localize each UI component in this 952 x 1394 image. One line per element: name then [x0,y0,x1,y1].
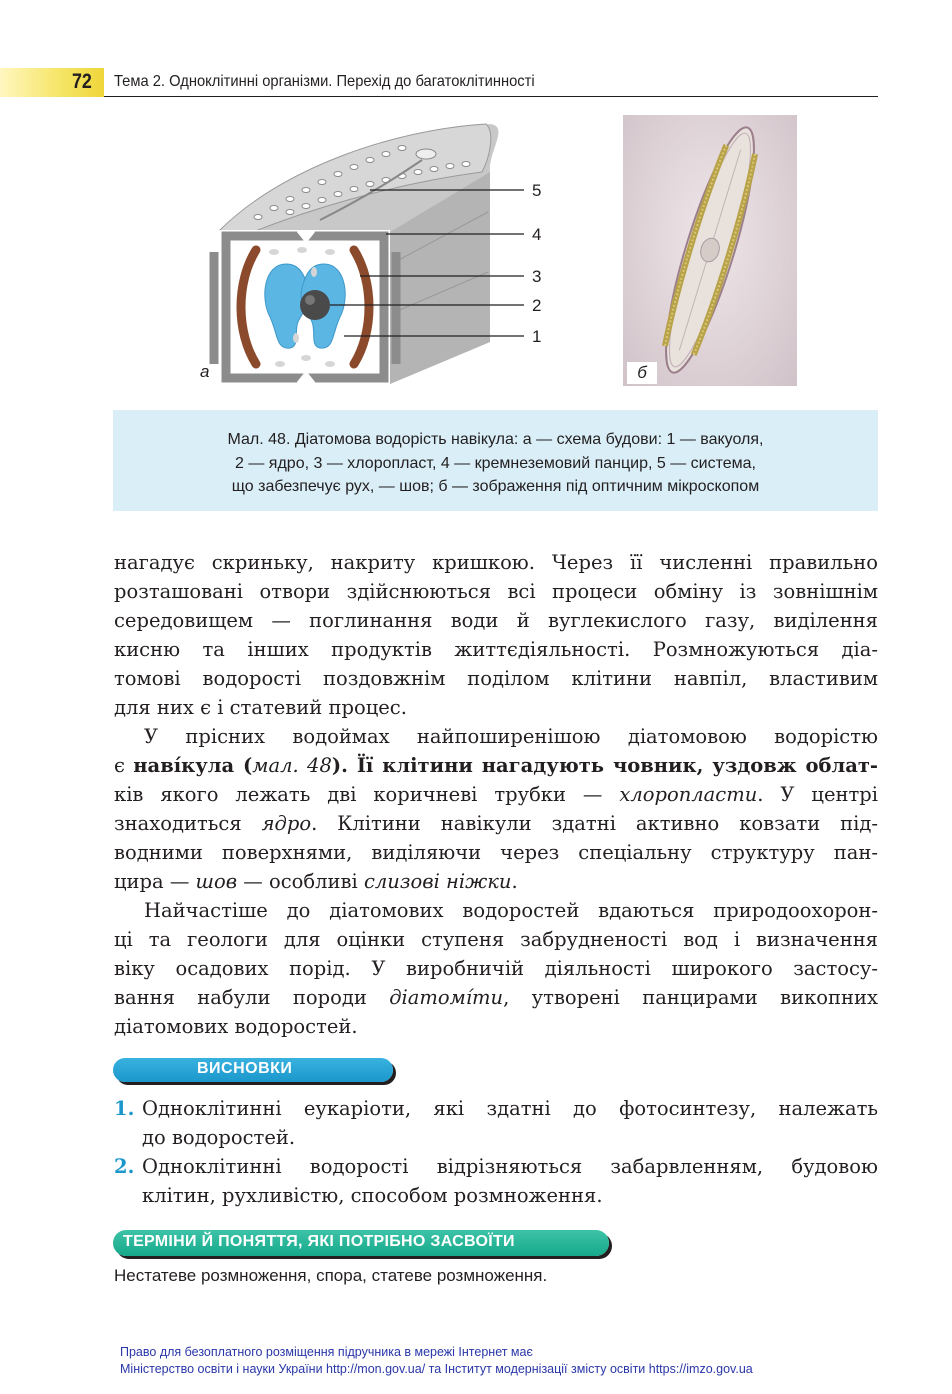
diatom-micrograph [623,115,797,386]
list-item [114,1152,878,1210]
term-mucous-stalks: слизові ніжки [363,870,512,893]
callout-5: 5 [532,181,542,200]
page-number: 72 [72,70,92,93]
footer-notice [120,1344,753,1378]
figure-label-a: а [200,362,210,381]
footer-line: Міністерство освіти і науки України http://mon.gov.ua/ та Інститут модернізації змісту освіти https://imzo.gov.ua [120,1362,753,1376]
text-line: Одноклітинні водорості відрізняються забарвленням, будовою [142,1155,878,1178]
text-line: кисню та інших продуктів життєдіяльності. Розмножуються діа- [114,638,878,661]
term-diatomites: діатомі́ти [389,986,504,1009]
callout-2: 2 [532,296,542,315]
text-line: нагадує скриньку, накриту кришкою. Через її численні правильно [114,551,878,574]
paragraph-1 [114,548,878,722]
text-run: , утворені панцирами викопних [503,986,878,1009]
text-line: ці та геологи для оцінки ступеня забрудненості вод і визначення [114,928,878,951]
callout-3: 3 [532,267,542,286]
term-nucleus: ядро [261,812,312,835]
text-line: діатомових водоростей. [114,1015,358,1038]
text-line: У прісних водоймах найпоширенішою діатомовою водорістю [144,725,878,748]
term-navicula: наві́кула [133,754,235,777]
figure-caption [113,428,878,499]
text-line: Найчастіше до діатомових водоростей вдаються природоохорон- [144,899,878,922]
text-run: ( [234,754,253,777]
paragraph-2 [114,722,878,896]
callout-1: 1 [532,327,542,346]
caption-line: що забезпечує рух, — шов; б — зображення під оптичним мікроскопом [231,478,760,495]
text-line [114,867,878,896]
text-run: — особливі [237,870,364,893]
paragraph-3 [114,896,878,1041]
text-line: середовищем — поглинання води й вуглекислого газу, виділення [114,609,878,632]
conclusions-heading-badge [113,1058,393,1082]
list-number: 2. [114,1155,135,1178]
text-line: для них є і статевий процес. [114,696,407,719]
text-line: розташовані отвори здійснюються всі процеси обміну із зовнішнім [114,580,878,603]
conclusions-list [114,1094,878,1210]
text-run: вання набули породи [114,986,390,1009]
text-run: . У центрі [757,783,878,806]
caption-line: Мал. 48. Діатомова водорість навікула: а — схема будови: 1 — вакуоля, [227,431,764,448]
text-line: томові водорості поздовжнім поділом клітини навпіл, властивим [114,667,878,690]
text-run: цира — [114,870,196,893]
text-line: водними поверхнями, виділяючи через спеціальну структуру пан- [114,841,878,864]
text-run: знаходиться [114,812,262,835]
term-chloroplasts: хлоропласти [619,783,758,806]
caption-line: 2 — ядро, 3 — хлоропласт, 4 — кремнеземовий панцир, 5 — система, [235,454,756,472]
terms-text: Нестатеве розмноження, спора, статеве розмноження. [114,1266,548,1285]
body-text [114,548,878,1041]
text-run: . [511,870,518,893]
term-raphe: шов [195,870,238,893]
text-run: ). Її клітини нагадують човник, уздовж облат- [331,754,879,777]
figure-label-b: б [627,362,657,384]
list-item [114,1094,878,1152]
text-line: Одноклітинні еукаріоти, які здатні до фотосинтезу, належать [142,1097,878,1120]
conclusions-heading: ВИСНОВКИ [197,1060,293,1077]
text-line: віку осадових порід. У виробничій діяльності широкого застосу- [114,957,878,980]
text-run: є [114,754,134,777]
terms-heading: ТЕРМІНИ Й ПОНЯТТЯ, ЯКІ ПОТРІБНО ЗАСВОЇТИ [123,1233,515,1250]
text-run: . Клітини навікули здатні активно ковзати під- [311,812,879,835]
text-line: клітин, рухливістю, способом розмноження. [142,1184,603,1207]
text-line [114,983,878,1012]
text-line [114,809,878,838]
text-line [114,780,878,809]
diatom-schematic-diagram [190,112,550,392]
running-header-title: Тема 2. Одноклітинні організми. Перехід до багатоклітинності [114,73,535,90]
text-line [114,751,878,780]
terms-heading-badge [113,1230,609,1256]
figure-reference: мал. 48 [252,754,332,777]
text-line: до водоростей. [142,1126,296,1149]
list-number: 1. [114,1097,135,1120]
text-run: ків якого лежать дві коричневі трубки — [114,783,620,806]
footer-line: Право для безоплатного розміщення підручника в мережі Інтернет має [120,1345,533,1359]
header-rule [104,96,878,97]
callout-4: 4 [532,225,542,244]
